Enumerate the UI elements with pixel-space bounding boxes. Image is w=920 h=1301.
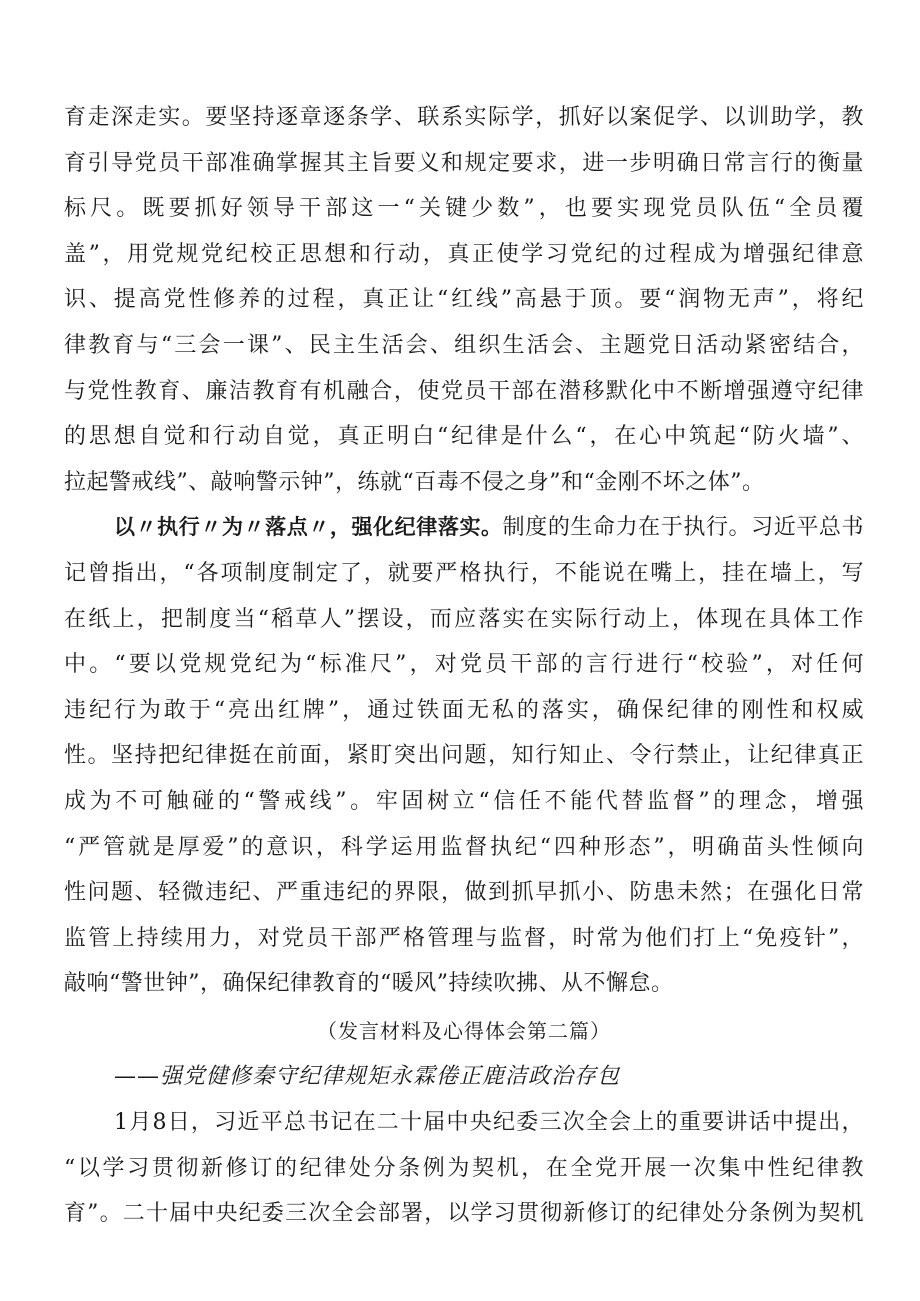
text-line: 的思想自觉和行动自觉，真正明白“纪律是什么“，在心中筑起“防火墙”、: [64, 424, 864, 450]
text-line: 拉起警戒线”、敲响警示钟”，练就“百毒不侵之身”和“金刚不坏之体”。: [64, 469, 765, 495]
text-line: 违纪行为敢于“亮出红牌”，通过铁面无私的落实，确保纪律的刚性和权威: [64, 697, 864, 723]
text-line: 性问题、轻微违纪、严重违纪的界限，做到抓早抓小、防患未然；在强化日常: [64, 880, 864, 906]
text-line: 成为不可触碰的“警戒线”。牢固树立“信任不能代替监督”的理念，增强: [64, 788, 864, 814]
section-heading: （发言材料及心得体会第二篇）: [317, 1018, 611, 1043]
text-line: 盖”，用党规党纪校正思想和行动，真正使学习党纪的过程成为增强纪律意: [64, 241, 864, 267]
article-subtitle: ——强党健修秦守纪律规矩永霖倦正鹿洁政治存包: [114, 1064, 621, 1090]
text-line: “以学习贯彻新修订的纪律处分条例为契机，在全党开展一次集中性纪律教: [64, 1155, 864, 1181]
paragraph-first-line-text: 制度的生命力在于执行。习近平总书: [502, 515, 864, 541]
paragraph-lead-heading: 以〃执行〃为〃落点〃，强化纪律落实。: [114, 515, 503, 540]
text-line: 育引导党员干部准确掌握其主旨要义和规定要求，进一步明确日常言行的衡量: [64, 150, 864, 176]
text-line: 识、提高党性修养的过程，真正让“红线”高悬于顶。要“润物无声”，将纪: [64, 287, 864, 313]
text-line: 记曾指出，“各项制度制定了，就要严格执行，不能说在嘴上，挂在墙上，写: [64, 560, 864, 586]
text-line: 中。“要以党规党纪为“标准尺”，对党员干部的言行进行“校验”，对任何: [64, 652, 864, 678]
text-line: 在纸上，把制度当“稻草人”摆设，而应落实在实际行动上，体现在具体工作: [64, 606, 864, 632]
text-line: 标尺。既要抓好领导干部这一“关键少数”，也要实现党员队伍“全员覆: [64, 196, 864, 222]
document-body: [64, 95, 864, 1237]
text-line: “严管就是厚爱”的意识，科学运用监督执纪“四种形态”，明确苗头性倾向: [64, 834, 864, 860]
text-line: 育”。二十届中央纪委三次全会部署，以学习贯彻新修订的纪律处分条例为契机: [64, 1201, 864, 1227]
text-line: 律教育与“三会一课”、民主生活会、组织生活会、主题党日活动紧密结合，: [64, 332, 864, 358]
text-line: 育走深走实。要坚持逐章逐条学、联系实际学，抓好以案促学、以训助学，教: [64, 105, 864, 130]
text-line: 敲响“警世钟”，确保纪律教育的“暖风”持续吹拂、从不懈怠。: [64, 971, 674, 997]
paragraph-discipline-education: [64, 95, 864, 505]
paragraph-first-line: [64, 505, 864, 551]
paragraph-discipline-implementation: [64, 505, 864, 1007]
paragraph-second-article-intro: [64, 1100, 864, 1237]
text-line: 性。坚持把纪律挺在前面，紧盯突出问题，知行知止、令行禁止，让纪律真正: [64, 743, 864, 769]
text-line: 监管上持续用力，对党员干部严格管理与监督，时常为他们打上“免疫针”，: [64, 925, 864, 951]
text-line: 1月8日，习近平总书记在二十届中央纪委三次全会上的重要讲话中提出，: [114, 1110, 864, 1136]
text-line: 与党性教育、廉洁教育有机融合，使党员干部在潜移默化中不断增强遵守纪律: [64, 378, 864, 404]
